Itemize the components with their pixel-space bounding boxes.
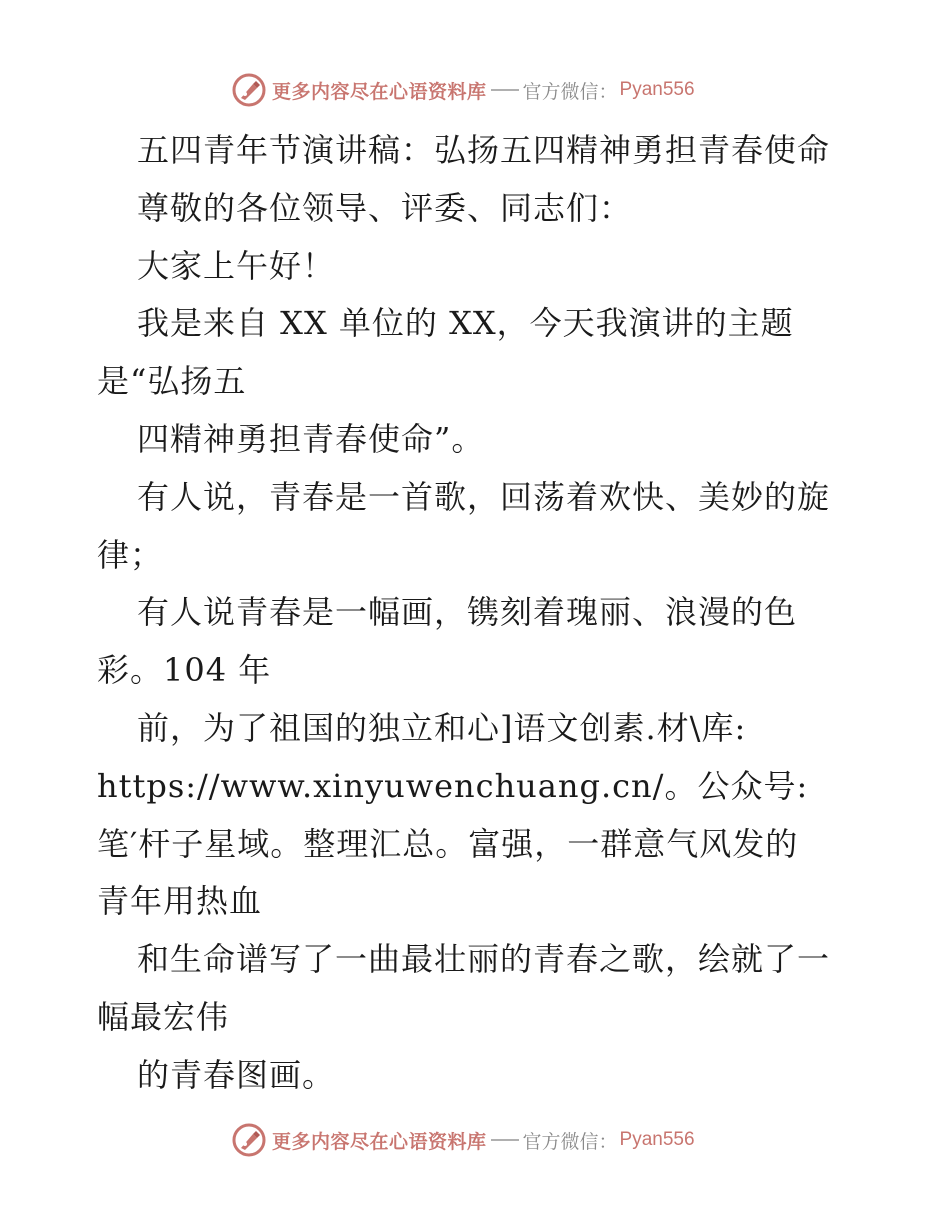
paragraph-line: 幅最宏伟 [97, 997, 230, 1036]
paragraph-line: https://www.xinyuwenchuang.cn/。公众号: [97, 766, 809, 805]
paragraph-line: 和生命谱写了一曲最壮丽的青春之歌，绘就了一 [137, 940, 831, 979]
footer-divider [491, 1139, 519, 1141]
footer-wechat-label: 官方微信： [522, 1130, 618, 1153]
header-wechat-label: 官方微信： [522, 80, 618, 103]
footer-site-text: 更多内容尽在心语资料库 [272, 1130, 487, 1153]
paragraph-line: 笔′杆子星域。整理汇总。富强，一群意气风发的 [97, 824, 799, 863]
pen-logo-icon [232, 73, 266, 107]
footer-wechat-id: Pyan556 [619, 1129, 695, 1150]
paragraph-line: 青年用热血 [97, 882, 263, 921]
paragraph-line: 前，为了祖国的独立和心]语文创素.材\库: [137, 708, 747, 747]
paragraph-line: 有人说，青春是一首歌，回荡着欢快、美妙的旋 [137, 477, 831, 516]
paragraph-line: 我是来自 XX 单位的 XX，今天我演讲的主题 [137, 304, 794, 343]
paragraph-line: 大家上午好！ [137, 246, 336, 285]
paragraph-line: 有人说青春是一幅画，镌刻着瑰丽、浪漫的色 [137, 593, 798, 632]
paragraph-line: 是“弘扬五 [97, 362, 247, 401]
header-banner [232, 73, 695, 107]
paragraph-line: 五四青年节演讲稿：弘扬五四精神勇担青春使命 [137, 131, 831, 169]
paragraph-line: 尊敬的各位领导、评委、同志们： [137, 188, 633, 227]
pen-logo-icon [232, 1123, 266, 1157]
paragraph-line: 律； [97, 535, 164, 574]
header-divider [491, 89, 519, 91]
paragraph-line: 四精神勇担青春使命”。 [137, 419, 485, 458]
header-site-text: 更多内容尽在心语资料库 [272, 80, 487, 103]
header-wechat-id: Pyan556 [619, 79, 695, 100]
paragraph-line: 彩。104 年 [97, 651, 272, 690]
document-body [97, 122, 867, 1105]
footer-banner [232, 1123, 695, 1157]
paragraph-line: 的青春图画。 [137, 1055, 336, 1094]
